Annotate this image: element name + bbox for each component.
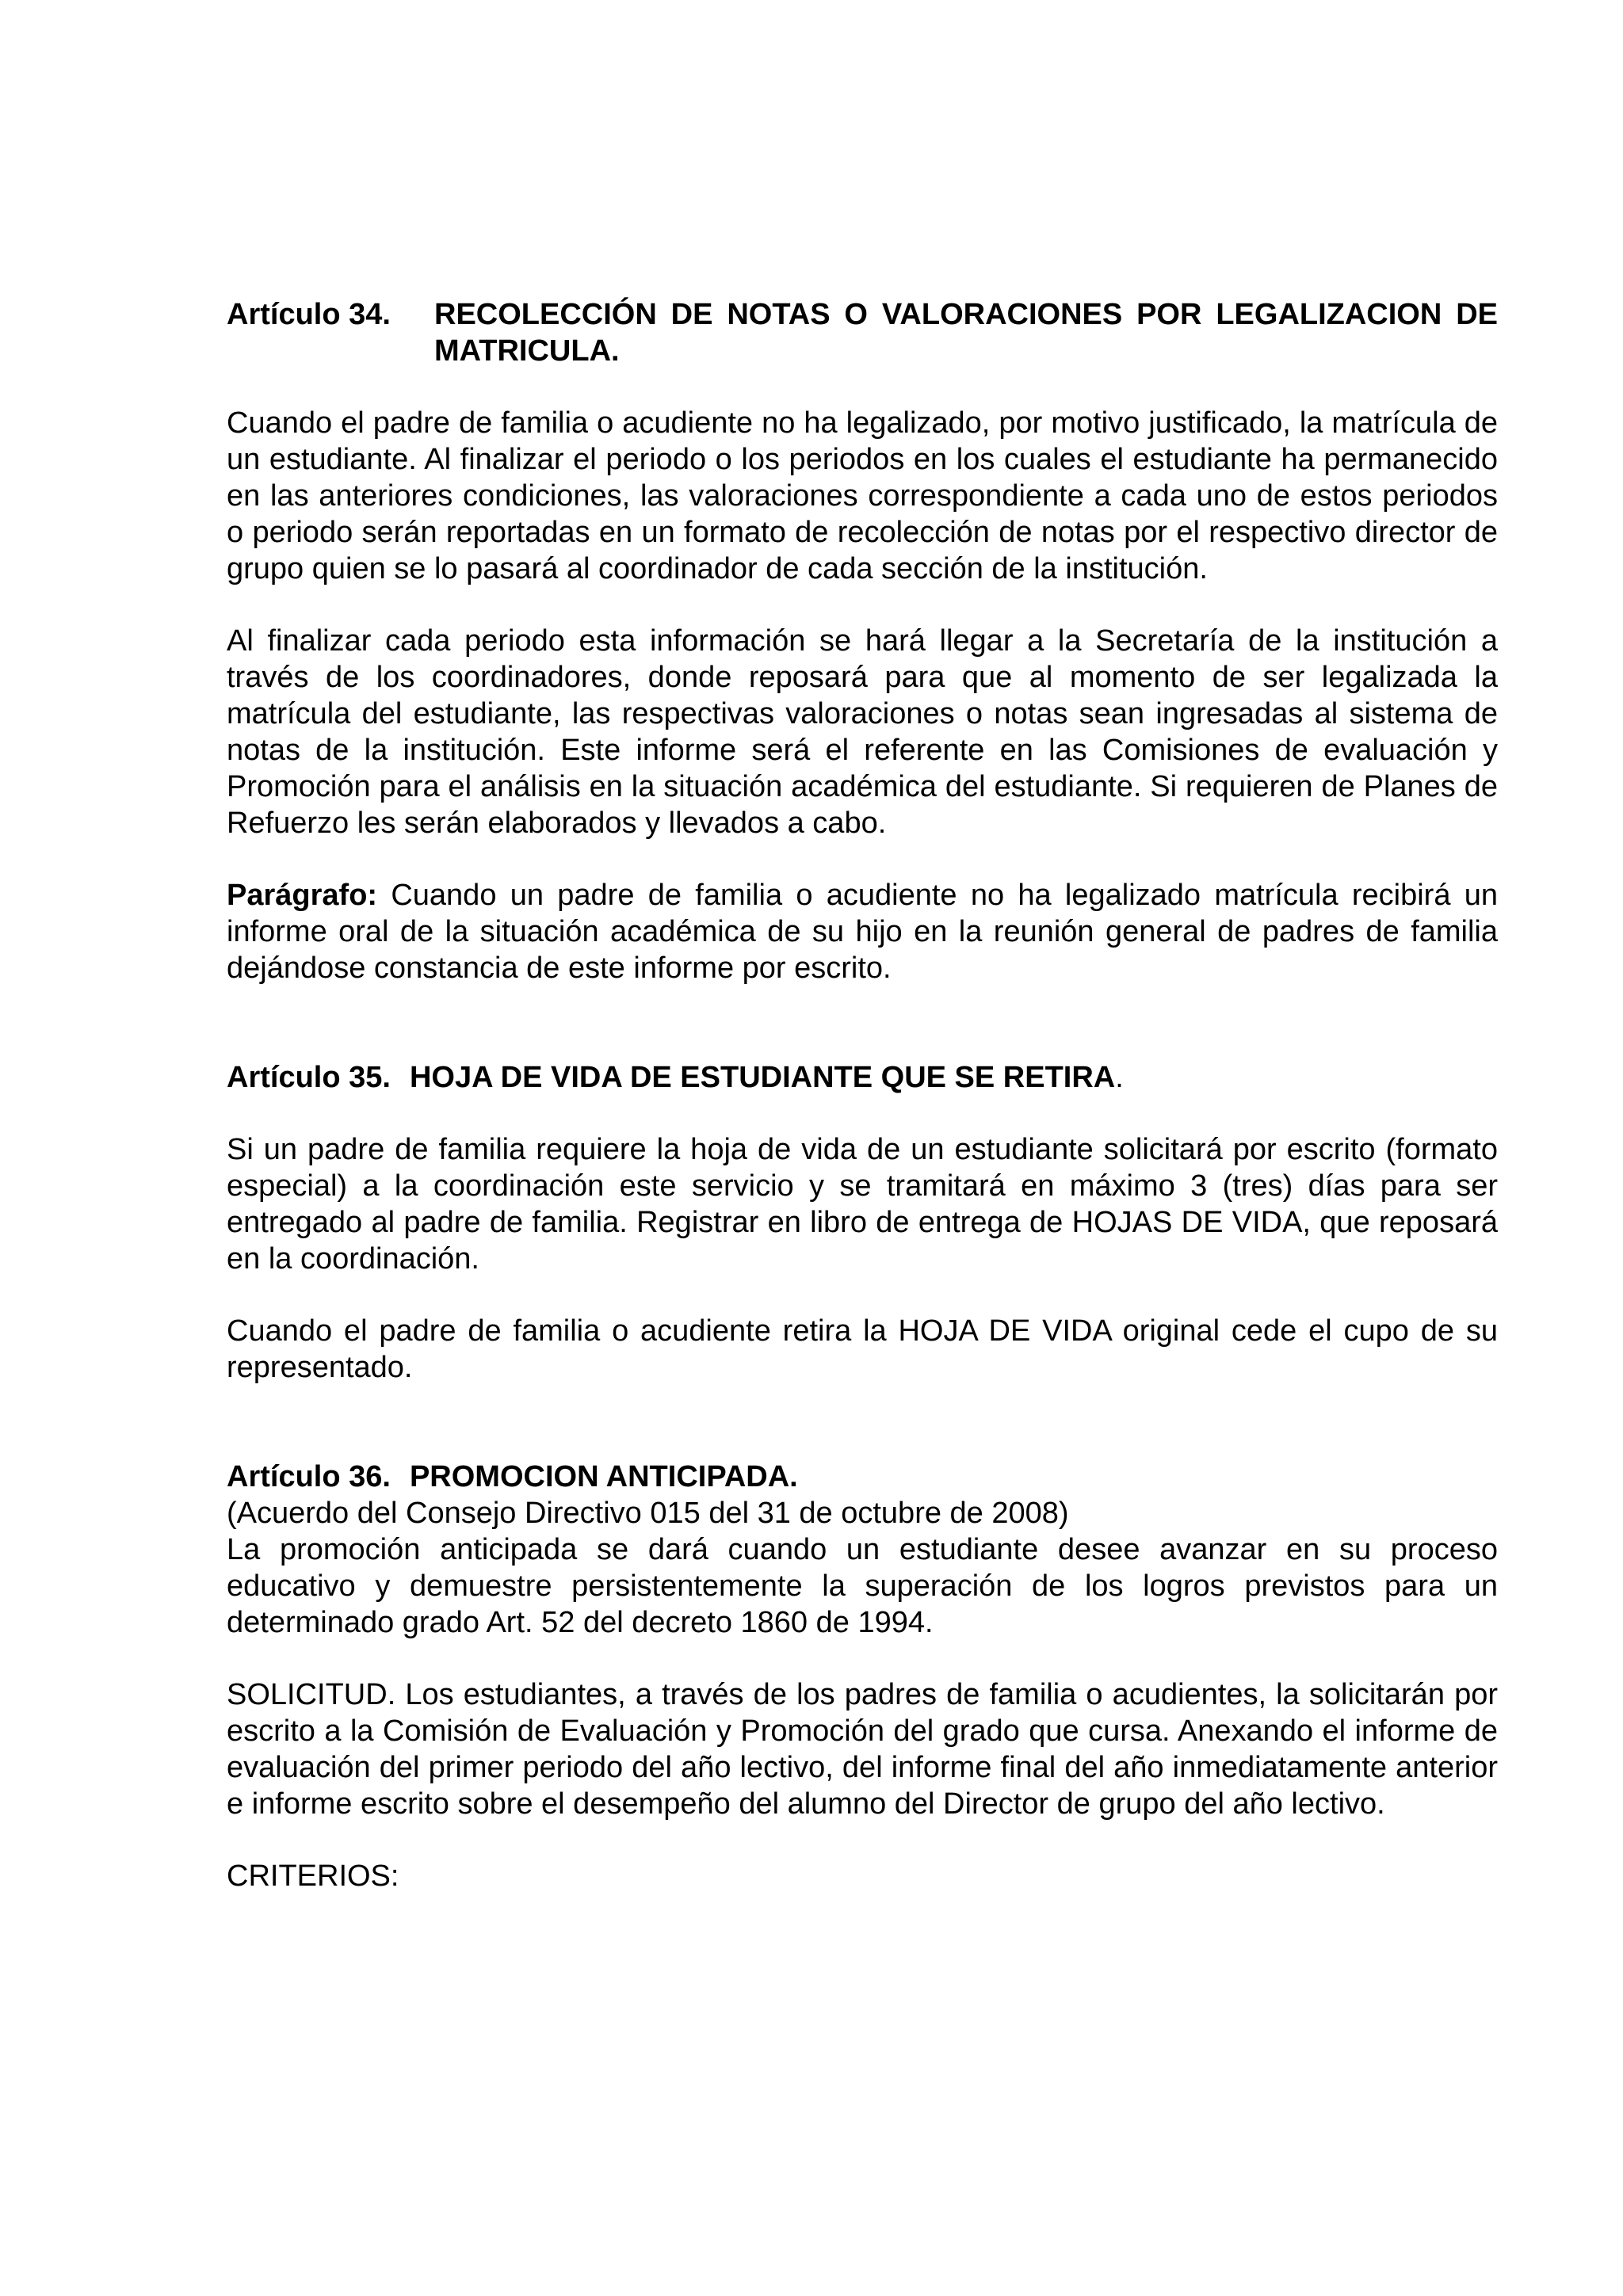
article-34-paragraph-1: Cuando el padre de familia o acudiente no ha legalizado, por motivo justificado, la matrícula de un estudiante. Al finalizar el periodo o los periodos en los cuales el estudiante ha permanecido en las anteriores condiciones, las valoraciones correspondiente a cada uno de estos periodos o periodo serán reportadas en un formato de recolección de notas por el respectivo director de grupo quien se lo pasará al coordinador de cada sección de la institución. [227, 406, 1498, 585]
article-35-title: HOJA DE VIDA DE ESTUDIANTE QUE SE RETIRA [409, 1061, 1116, 1094]
paragrafo-text: Cuando un padre de familia o acudiente no ha legalizado matrícula recibirá un informe oral de la situación académica de su hijo en la reunión general de padres de familia dejándose constancia de este informe por escrito. [227, 879, 1498, 985]
document-page [227, 296, 1498, 1894]
article-36-paragraph-1: La promoción anticipada se dará cuando un estudiante desee avanzar en su proceso educativo y demuestre persistentemente la superación de los logros previstos para un determinado grado Art. 52 del decreto 1860 de 1994. [227, 1533, 1498, 1639]
article-34 [227, 296, 1498, 986]
article-34-number: Artículo 34. [227, 298, 391, 331]
article-34-title: RECOLECCIÓN DE NOTAS O VALORACIONES POR LEGALIZACION DE MATRICULA. [434, 298, 1498, 368]
article-35-paragraph-2: Cuando el padre de familia o acudiente retira la HOJA DE VIDA original cede el cupo de su representado. [227, 1314, 1498, 1384]
article-36 [227, 1459, 1498, 1894]
article-34-paragrafo [227, 877, 1498, 986]
article-34-paragraph-2: Al finalizar cada periodo esta información se hará llegar a la Secretaría de la institución a través de los coordinadores, donde reposará para que al momento de ser legalizada la matrícula del estudiante, las respectivas valoraciones o notas sean ingresadas al sistema de notas de la institución. Este informe será el referente en las Comisiones de evaluación y Promoción para el análisis en la situación académica del estudiante. Si requieren de Planes de Refuerzo les serán elaborados y llevados a cabo. [227, 624, 1498, 840]
article-35-paragraph-1: Si un padre de familia requiere la hoja de vida de un estudiante solicitará por escrito (formato especial) a la coordinación este servicio y se tramitará en máximo 3 (tres) días para ser entregado al padre de familia. Registrar en libro de entrega de HOJAS DE VIDA, que reposará en la coordinación. [227, 1133, 1498, 1276]
article-34-heading [227, 296, 1498, 369]
article-36-agreement: (Acuerdo del Consejo Directivo 015 del 31 de octubre de 2008) [227, 1497, 1069, 1530]
article-35-heading [227, 1059, 1498, 1096]
article-35-title-trail: . [1115, 1061, 1124, 1094]
article-36-heading [227, 1459, 1498, 1495]
article-35 [227, 1059, 1498, 1386]
article-35-title-line [410, 1059, 1124, 1096]
article-36-paragraph-2: SOLICITUD. Los estudiantes, a través de los padres de familia o acudientes, la solicitarán por escrito a la Comisión de Evaluación y Promoción del grado que cursa. Anexando el informe de evaluación del primer periodo del año lectivo, del informe final del año inmediatamente anterior e informe escrito sobre el desempeño del alumno del Director de grupo del año lectivo. [227, 1678, 1498, 1821]
article-36-title: PROMOCION ANTICIPADA. [409, 1460, 798, 1493]
paragrafo-label: Parágrafo: [227, 879, 378, 912]
article-36-criterios: CRITERIOS: [227, 1859, 399, 1893]
article-35-number: Artículo 35. [227, 1061, 391, 1094]
article-36-number: Artículo 36. [227, 1460, 391, 1493]
